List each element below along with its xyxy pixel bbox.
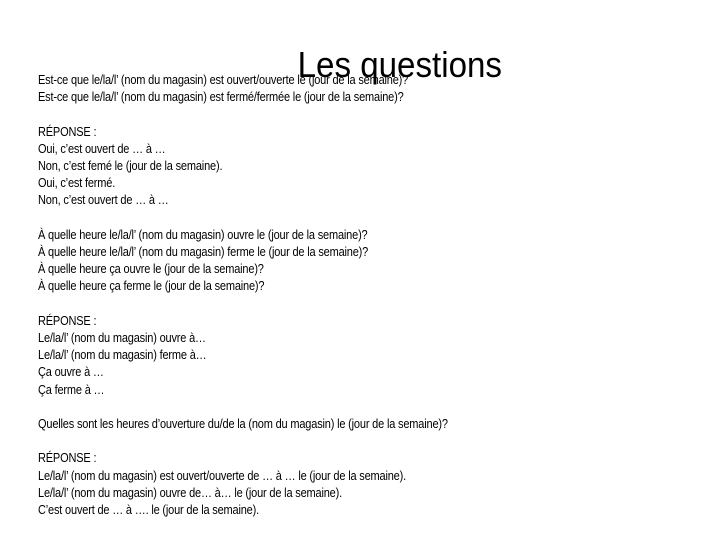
answers-open-closed xyxy=(38,124,708,210)
answers-hours xyxy=(38,313,708,399)
answer-heading: RÉPONSE : xyxy=(38,124,97,139)
answer-line: Le/la/l’ (nom du magasin) ferme à… xyxy=(38,348,207,363)
spacer xyxy=(38,433,708,450)
answer-line: Non, c’est ouvert de … à … xyxy=(38,193,169,208)
question-line: À quelle heure le/la/l’ (nom du magasin) ferme le (jour de la semaine)? xyxy=(38,245,369,259)
spacer xyxy=(38,210,708,227)
page-title: Les questions xyxy=(297,44,502,86)
answers-opening-hours xyxy=(38,450,708,519)
spacer xyxy=(38,106,708,123)
answer-line: Ça ferme à … xyxy=(38,382,105,397)
answer-line: C’est ouvert de … à …. le (jour de la semaine). xyxy=(38,503,260,517)
answer-line: Ça ouvre à … xyxy=(38,365,104,380)
question-opening-hours xyxy=(38,416,708,433)
questions-open-closed xyxy=(38,72,708,106)
spacer xyxy=(38,399,708,416)
answer-line: Le/la/l’ (nom du magasin) est ouvert/ouverte de … à … le (jour de la semaine). xyxy=(38,468,406,483)
answer-line: Oui, c’est fermé. xyxy=(38,176,116,191)
answer-line: Le/la/l’ (nom du magasin) ouvre de… à… le (jour de la semaine). xyxy=(38,485,342,500)
question-line: Quelles sont les heures d’ouverture du/de la (nom du magasin) le (jour de la semaine)? xyxy=(38,417,448,431)
question-line: À quelle heure le/la/l’ (nom du magasin) ouvre le (jour de la semaine)? xyxy=(38,227,368,242)
answer-heading: RÉPONSE : xyxy=(38,451,97,466)
question-line: Est-ce que le/la/l’ (nom du magasin) est fermé/fermée le (jour de la semaine)? xyxy=(38,90,404,105)
question-line: À quelle heure ça ouvre le (jour de la semaine)? xyxy=(38,262,264,277)
answer-line: Le/la/l’ (nom du magasin) ouvre à… xyxy=(38,331,206,345)
answer-line: Non, c’est femé le (jour de la semaine). xyxy=(38,159,223,173)
question-line: Est-ce que le/la/l’ (nom du magasin) est ouvert/ouverte le (jour de la semaine)? xyxy=(38,73,409,87)
question-line: À quelle heure ça ferme le (jour de la semaine)? xyxy=(38,279,265,294)
document-body xyxy=(38,72,708,519)
questions-hours xyxy=(38,227,708,296)
answer-heading: RÉPONSE : xyxy=(38,313,97,328)
answer-line: Oui, c’est ouvert de … à … xyxy=(38,141,166,156)
spacer xyxy=(38,296,708,313)
